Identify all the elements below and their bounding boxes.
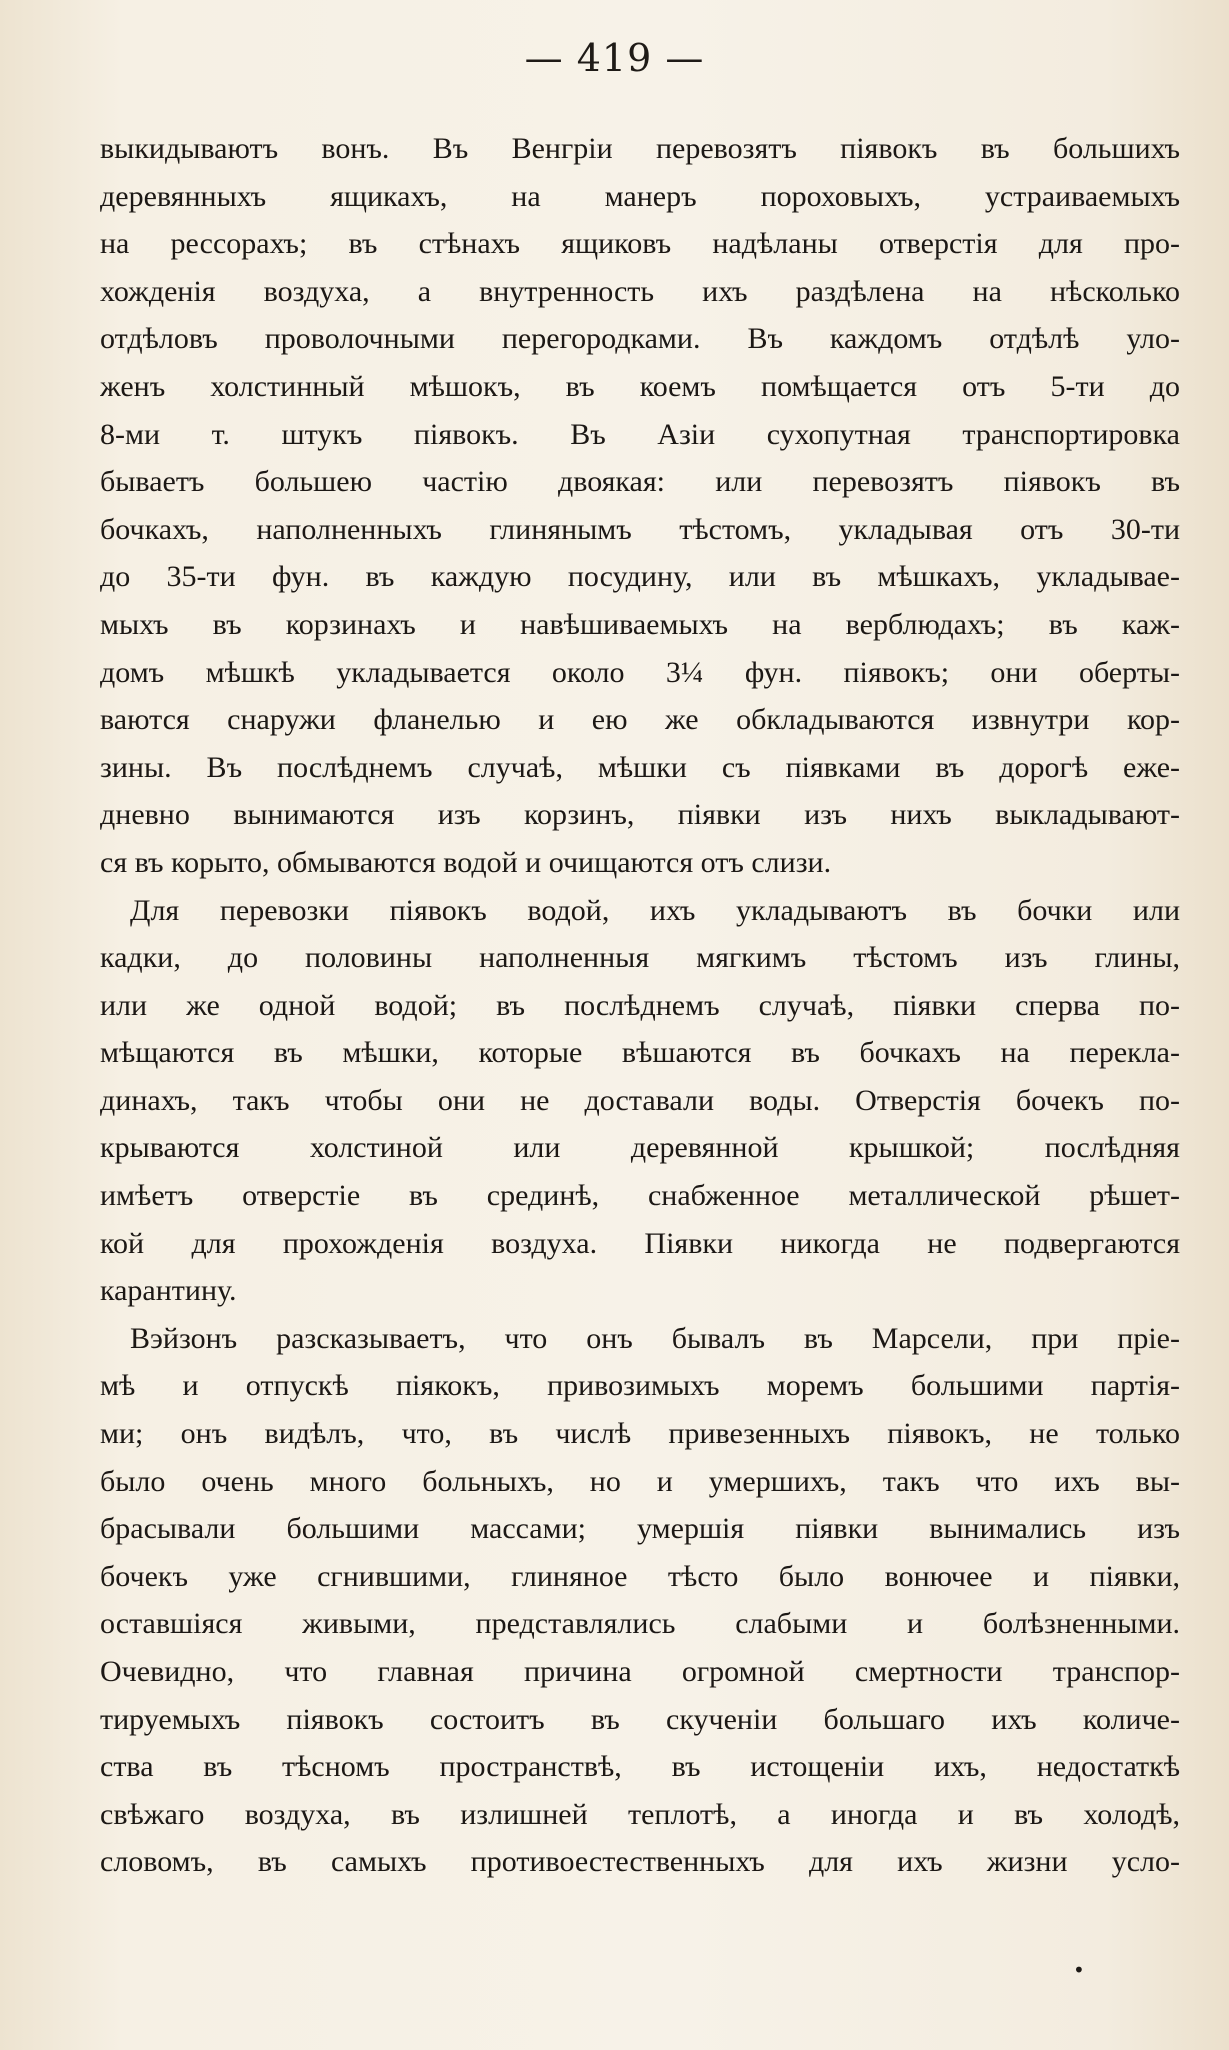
text-line: оставшіяся живыми, представлялись слабыми и болѣзненными. — [100, 1607, 1180, 1641]
text-line: свѣжаго воздуха, въ излишней теплотѣ, а иногда и въ холодѣ, — [100, 1797, 1180, 1831]
text-line: домъ мѣшкѣ укладывается около 3¼ фун. піявокъ; они оберты- — [100, 655, 1180, 689]
text-line: имѣетъ отверстіе въ срединѣ, снабженное металлической рѣшет- — [100, 1179, 1180, 1213]
text-line: выкидываютъ вонъ. Въ Венгріи перевозятъ піявокъ въ большихъ — [100, 132, 1180, 165]
text-line: отдѣловъ проволочными перегородками. Въ каждомъ отдѣлѣ уло- — [100, 322, 1180, 356]
text-line: женъ холстинный мѣшокъ, въ коемъ помѣщается отъ 5-ти до — [100, 369, 1180, 403]
text-line: тируемыхъ піявокъ состоитъ въ скученіи большаго ихъ количе- — [100, 1702, 1180, 1736]
text-line: ми; онъ видѣлъ, что, въ числѣ привезенныхъ піявокъ, не только — [100, 1417, 1180, 1451]
text-line: бочкахъ, наполненныхъ глинянымъ тѣстомъ, укладывая отъ 30-ти — [100, 512, 1180, 546]
text-line: мѣ и отпускѣ піякокъ, привозимыхъ моремъ большими партія- — [100, 1369, 1180, 1403]
text-line: мѣщаются въ мѣшки, которые вѣшаются въ бочкахъ на перекла- — [100, 1036, 1180, 1070]
text-line: деревянныхъ ящикахъ, на манеръ пороховыхъ, устраиваемыхъ — [100, 179, 1180, 213]
text-line: карантину. — [100, 1274, 237, 1308]
body-text — [100, 125, 1180, 1886]
text-line: словомъ, въ самыхъ противоестественныхъ для ихъ жизни усло- — [100, 1845, 1180, 1879]
bottom-mark: • — [1073, 1958, 1085, 1982]
text-line: дневно вынимаются изъ корзинъ, піявки изъ нихъ выкладывают- — [100, 798, 1180, 832]
text-line: крываются холстиной или деревянной крышкой; послѣдняя — [100, 1131, 1180, 1165]
text-line: кой для прохожденія воздуха. Піявки никогда не подвергаются — [100, 1226, 1180, 1260]
text-line: ся въ корыто, обмываются водой и очищаются отъ слизи. — [100, 845, 832, 879]
page-number: — 419 — — [524, 36, 705, 80]
text-line: ваются снаружи фланелью и ею же обкладываются извнутри кор- — [100, 703, 1180, 737]
text-line: бочекъ уже сгнившими, глиняное тѣсто было вонючее и піявки, — [100, 1559, 1180, 1593]
text-line: хожденія воздуха, а внутренность ихъ раздѣлена на нѣсколько — [100, 274, 1180, 308]
text-line: кадки, до половины наполненныя мягкимъ тѣстомъ изъ глины, — [100, 941, 1180, 975]
text-line: динахъ, такъ чтобы они не доставали воды. Отверстія бочекъ по- — [100, 1083, 1180, 1117]
text-line: 8-ми т. штукъ піявокъ. Въ Азіи сухопутная транспортировка — [100, 417, 1180, 451]
text-line: или же одной водой; въ послѣднемъ случаѣ, піявки сперва по- — [100, 988, 1180, 1022]
text-line: зины. Въ послѣднемъ случаѣ, мѣшки съ піявками въ дорогѣ еже- — [100, 750, 1180, 784]
text-line: Вэйзонъ разсказываетъ, что онъ бывалъ въ Марсели, при прiе- — [130, 1321, 1180, 1355]
text-line: бываетъ большею частію двоякая: или перевозятъ піявокъ въ — [100, 465, 1180, 499]
text-line: Очевидно, что главная причина огромной смертности транспор- — [100, 1655, 1180, 1688]
text-line: было очень много больныхъ, но и умершихъ, такъ что ихъ вы- — [100, 1464, 1180, 1498]
text-line: Для перевозки піявокъ водой, ихъ укладываютъ въ бочки или — [130, 893, 1180, 927]
text-line: ства въ тѣсномъ пространствѣ, въ истощеніи ихъ, недостаткѣ — [100, 1750, 1180, 1784]
text-line: мыхъ въ корзинахъ и навѣшиваемыхъ на верблюдахъ; въ каж- — [100, 607, 1180, 641]
text-line: на рессорахъ; въ стѣнахъ ящиковъ надѣланы отверстія для про- — [100, 227, 1180, 261]
text-line: брасывали большими массами; умершія піявки вынимались изъ — [100, 1512, 1180, 1546]
text-line: до 35-ти фун. въ каждую посудину, или въ мѣшкахъ, укладывае- — [100, 560, 1180, 594]
